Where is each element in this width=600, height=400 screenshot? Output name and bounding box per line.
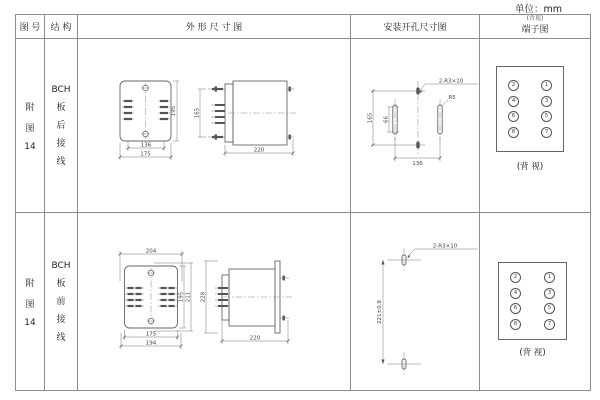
terminal-block [498,262,567,340]
dim-label: 211 [185,291,192,303]
dim-label: 136 [140,142,152,149]
terminal-2: 2 [508,80,519,91]
header-figure-no: 图 号 [16,15,45,39]
terminal-diagram-front-wired [480,213,590,390]
terminal-3: 3 [541,96,552,107]
dim-label: 165 [194,107,201,119]
terminal-7: 7 [541,127,552,138]
dim-label: 220 [249,335,261,342]
dim-label: 2-R3×10 [432,243,458,250]
outline-drawing-front-wired [78,213,351,390]
mounting-drawing-front-wired [351,213,480,390]
units-label: 单位：mm [514,4,562,15]
header-terminal-note: (背视) [526,15,544,22]
dim-label: 194 [145,340,157,347]
terminal-3: 3 [544,288,555,299]
header-outline-dims: 外 形 尺 寸 图 [78,15,351,39]
front-view [119,81,180,160]
dim-label: 221±0.8 [377,300,383,324]
side-view [201,261,293,344]
terminal-1: 1 [541,80,552,91]
terminal-8: 8 [510,319,521,330]
dim-label: 195 [171,105,177,117]
terminal-4: 4 [508,96,519,107]
terminal-5: 5 [544,303,555,314]
dim-label: R5 [448,95,456,101]
dim-label: 66 [383,116,390,123]
terminal-7: 7 [544,319,555,330]
structure-row2: BCH 板 前 接 线 [45,213,78,390]
header-terminal-diagram: (背视) 端子图 [480,15,590,39]
dim-label: 165 [367,112,374,124]
dim-label: 175 [145,331,157,338]
dim-label: 228 [200,291,207,303]
terminal-studs [211,104,225,124]
outline-drawing-rear-wired [78,39,351,213]
header-mounting-dims: 安装开孔尺寸图 [351,15,480,39]
outline-svg-row2 [78,213,351,390]
side-view [195,81,297,156]
outline-svg-row1 [78,39,351,213]
mounting-svg-row2 [351,213,480,390]
terminal-caption: (背 视) [519,348,546,358]
dim-label: 195 [178,291,185,303]
dim-label: 2-R3×10 [438,78,464,85]
dim-label: 136 [412,161,423,167]
figure-no-row2: 附 图 14 [16,213,45,390]
terminal-5: 5 [541,111,552,122]
dim-label: 175 [140,151,151,158]
terminal-1: 1 [544,272,555,283]
specification-table [15,14,591,391]
structure-row1: BCH 板 后 接 线 [45,39,78,213]
mounting-svg-row1 [351,39,480,213]
terminal-diagram-rear-wired [480,39,590,213]
dim-label: 204 [145,248,157,255]
terminal-2: 2 [510,272,521,283]
terminal-6: 6 [508,111,519,122]
terminal-8: 8 [508,127,519,138]
front-view [119,249,194,350]
dim-label: 220 [253,147,265,154]
terminal-pins [122,100,170,120]
terminal-4: 4 [510,288,521,299]
header-structure: 结 构 [45,15,78,39]
mounting-drawing-rear-wired [351,39,480,213]
terminal-block [496,66,564,152]
terminal-6: 6 [510,303,521,314]
figure-no-row1: 附 图 14 [16,39,45,213]
terminal-caption: (背 视) [516,162,544,172]
